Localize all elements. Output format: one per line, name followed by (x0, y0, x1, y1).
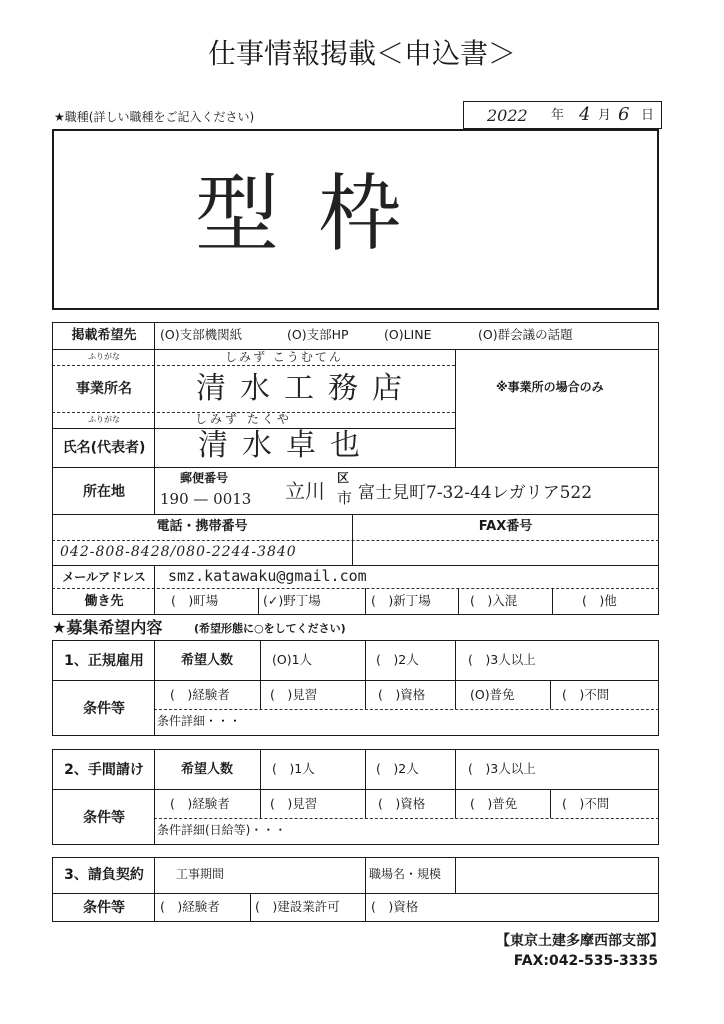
recruit-heading: ★募集希望内容 (52, 618, 163, 637)
section3-site-label: 職場名・規模 (369, 867, 442, 881)
section2-count-2[interactable]: ( )2人 (376, 761, 419, 776)
job-value: 型 枠 (195, 165, 408, 263)
city-value: 立川 (285, 479, 325, 503)
workplace-option-other[interactable]: ( )他 (582, 593, 617, 608)
business-furigana-value: しみず こうむてん (225, 350, 343, 364)
phone-value: 042-808-8428/080-2244-3840 (60, 544, 297, 560)
listing-option-hp[interactable]: (O)支部HP (287, 327, 349, 342)
date-year-value: 2022 (487, 106, 528, 125)
section1-title: 1、正規雇用 (64, 653, 144, 669)
section1-cond-label: 条件等 (83, 701, 125, 717)
section3-cond-label: 条件等 (83, 900, 125, 916)
footer-fax: FAX:042-535-3335 (513, 953, 658, 969)
fax-label: FAX番号 (478, 519, 533, 534)
workplace-option-shinchoba[interactable]: ( )新丁場 (371, 593, 431, 608)
section1-cond-fumen[interactable]: (O)普免 (470, 687, 515, 702)
section3-cond-shikaku[interactable]: ( )資格 (371, 899, 419, 914)
address-label: 所在地 (83, 484, 125, 500)
job-label: ★職種(詳しい職種をご記入ください) (54, 110, 255, 124)
mail-value: smz.katawaku@gmail.com (168, 567, 367, 585)
section3-cond-kyoka[interactable]: ( )建設業許可 (255, 899, 340, 914)
listing-option-gunkaigi[interactable]: (O)群会議の話題 (478, 327, 573, 342)
workplace-option-irikon[interactable]: ( )入混 (470, 593, 518, 608)
section1-cond-minarai[interactable]: ( )見習 (270, 687, 318, 702)
city-suffix: 市 (337, 489, 353, 507)
listing-option-kikanshi[interactable]: (O)支部機関紙 (160, 327, 243, 342)
business-label: 事業所名 (76, 381, 132, 397)
section2-cond-fumon[interactable]: ( )不問 (562, 796, 610, 811)
section1-count-1[interactable]: (O)1人 (272, 652, 313, 667)
section2-cond-minarai[interactable]: ( )見習 (270, 796, 318, 811)
section2-cond-keiken[interactable]: ( )経験者 (170, 796, 230, 811)
business-note: ※事業所の場合のみ (496, 380, 604, 394)
section3-cond-keiken[interactable]: ( )経験者 (160, 899, 220, 914)
section3-title: 3、請負契約 (64, 867, 144, 883)
rep-value: 清水卓也 (198, 428, 374, 463)
postal-value: 190 — 0013 (160, 490, 252, 508)
listing-label: 掲載希望先 (71, 328, 137, 343)
rep-furigana-value: しみず たくや (195, 412, 292, 426)
section1-cond-keiken[interactable]: ( )経験者 (170, 687, 230, 702)
ward-label: 区 (337, 471, 350, 485)
business-furigana-label: ふりがな (88, 352, 120, 361)
business-value: 清水工務店 (196, 371, 416, 406)
mail-label: メールアドレス (62, 570, 146, 584)
section2-title: 2、手間請け (64, 762, 144, 778)
footer-org: 【東京土建多摩西部支部】 (496, 933, 664, 949)
section2-count-3[interactable]: ( )3人以上 (468, 761, 536, 776)
date-day-label: 日 (641, 108, 655, 123)
section2-cond-fumen[interactable]: ( )普免 (470, 796, 518, 811)
section2-count-label: 希望人数 (180, 762, 233, 777)
date-year-label: 年 (551, 108, 565, 123)
section1-count-3[interactable]: ( )3人以上 (468, 652, 536, 667)
rep-label: 氏名(代表者) (62, 440, 146, 456)
workplace-label: 働き先 (84, 594, 124, 609)
date-day-value: 6 (618, 104, 630, 125)
postal-label: 郵便番号 (180, 471, 229, 485)
section2-count-1[interactable]: ( )1人 (272, 761, 315, 776)
section1-count-label: 希望人数 (180, 653, 233, 668)
section1-cond-shikaku[interactable]: ( )資格 (378, 687, 426, 702)
recruit-heading-note: (希望形態に○をしてください) (194, 622, 346, 635)
section2-cond-label: 条件等 (83, 810, 125, 826)
phone-label: 電話・携帯番号 (156, 519, 248, 534)
workplace-option-nochoba[interactable]: (✓)野丁場 (263, 593, 321, 608)
section2-detail-label: 条件詳細(日給等)・・・ (157, 823, 287, 837)
section3-period-label: 工事期間 (176, 867, 225, 881)
page-title: 仕事情報掲載＜申込書＞ (207, 37, 516, 70)
date-month-label: 月 (598, 108, 612, 123)
listing-option-line[interactable]: (O)LINE (384, 327, 432, 342)
section1-count-2[interactable]: ( )2人 (376, 652, 419, 667)
section1-detail-label: 条件詳細・・・ (157, 714, 242, 728)
date-month-value: 4 (579, 104, 591, 125)
workplace-option-machiba[interactable]: ( )町場 (171, 593, 219, 608)
section1-cond-fumon[interactable]: ( )不問 (562, 687, 610, 702)
street-value: 富士見町7-32-44レガリア522 (358, 483, 593, 503)
section2-cond-shikaku[interactable]: ( )資格 (378, 796, 426, 811)
rep-furigana-label: ふりがな (88, 415, 120, 424)
